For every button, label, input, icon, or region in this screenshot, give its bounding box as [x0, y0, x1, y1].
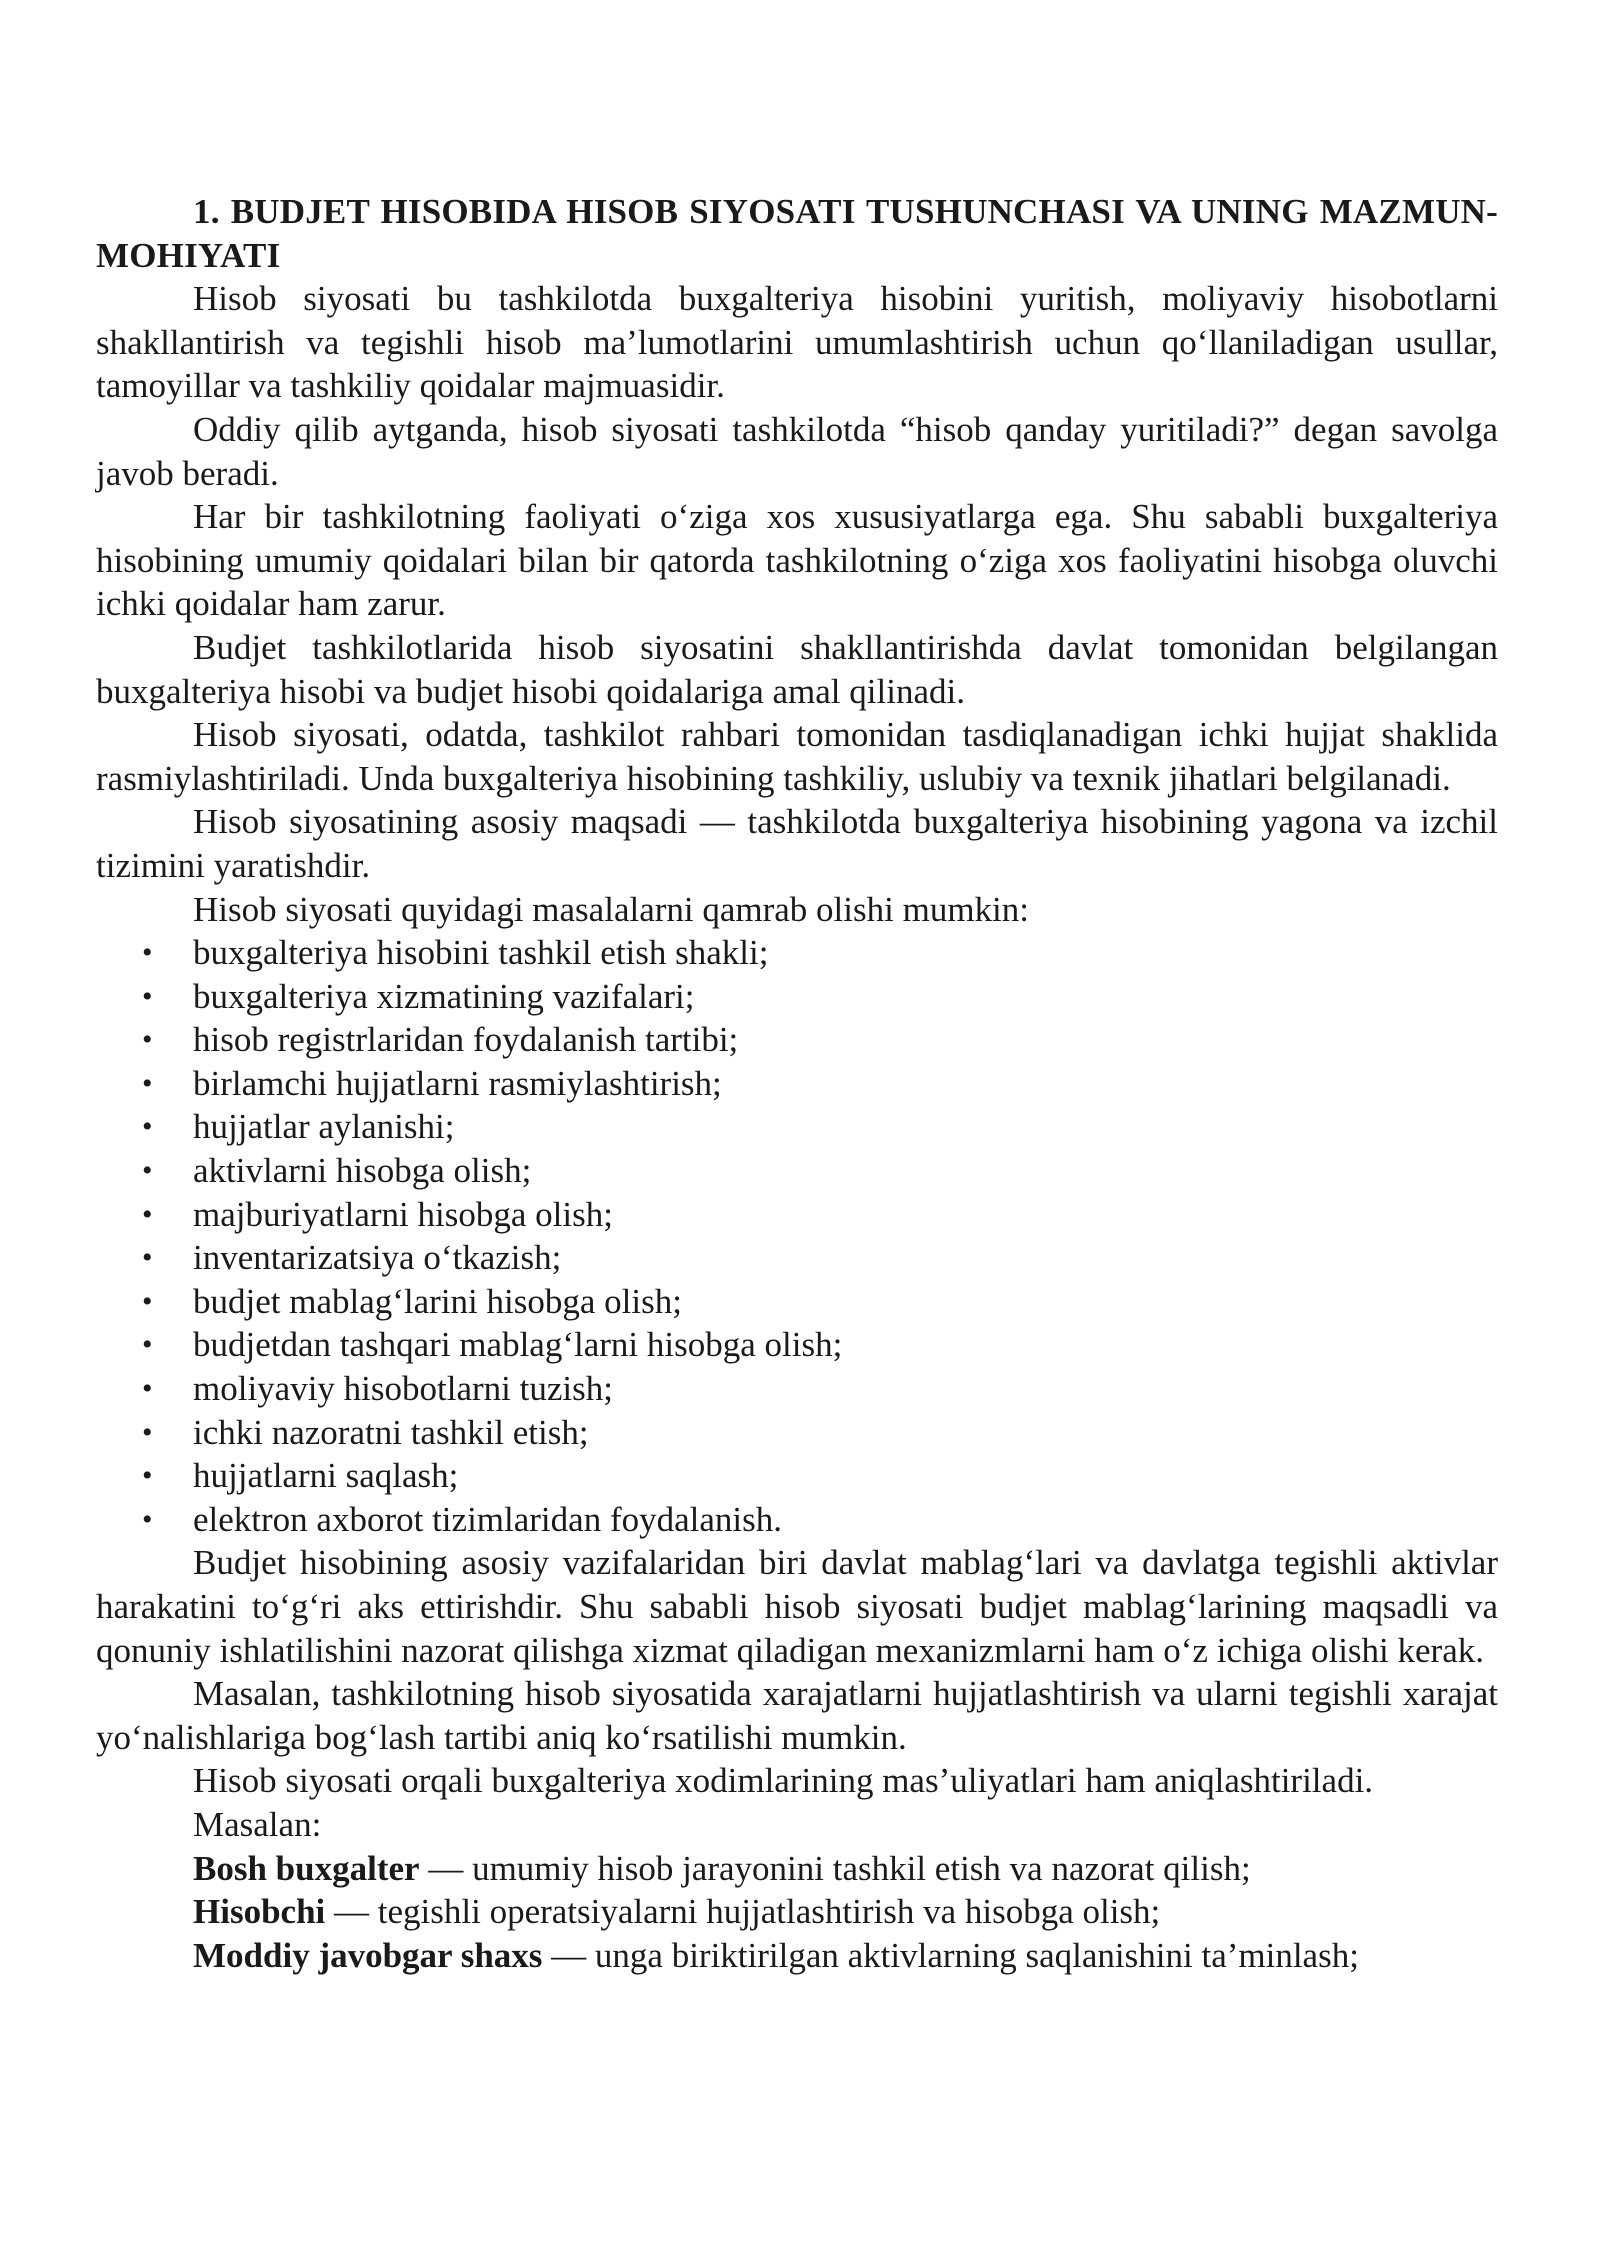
role-title: Hisobchi — [193, 1892, 326, 1932]
list-item — [96, 931, 1498, 975]
list-item-text: elektron axborot tizimlaridan foydalanish. — [193, 1499, 782, 1539]
paragraph: Hisob siyosati orqali buxgalteriya xodimlarining mas’uliyatlari ham aniqlashtiriladi. — [193, 1761, 1374, 1801]
paragraph: Hisob siyosati quyidagi masalalarni qamrab olishi mumkin: — [193, 889, 1030, 929]
list-item-text: hisob registrlaridan foydalanish tartibi; — [193, 1020, 739, 1060]
role-title: Moddiy javobgar shaxs — [193, 1935, 543, 1975]
list-item-text: buxgalteriya xizmatining vazifalari; — [193, 976, 695, 1016]
paragraph: Masalan, tashkilotning hisob siyosatida xarajatlarni hujjatlashtirish va ularni tegishli xarajat yo‘nalishlariga bog‘lash tartibi aniq ko‘rsatilishi mumkin. — [96, 1674, 1498, 1757]
paragraph: Hisob siyosatining asosiy maqsadi — tashkilotda buxgalteriya hisobining yagona va izchil tizimini yaratishdir. — [96, 802, 1498, 885]
role-line — [96, 1890, 1498, 1934]
list-item-text: budjet mablag‘larini hisobga olish; — [193, 1281, 682, 1321]
bullet-icon: • — [142, 1066, 153, 1100]
bullet-icon: • — [142, 1328, 153, 1362]
bullet-icon: • — [142, 1110, 153, 1144]
list-item — [96, 1105, 1498, 1149]
bullet-icon: • — [142, 1459, 153, 1493]
list-item — [96, 1411, 1498, 1455]
list-item — [96, 1193, 1498, 1237]
list-item — [96, 1149, 1498, 1193]
role-title: Bosh buxgalter — [193, 1848, 420, 1888]
role-line — [96, 1847, 1498, 1891]
list-item — [96, 1498, 1498, 1542]
role-description: — umumiy hisob jarayonini tashkil etish va nazorat qilish; — [419, 1848, 1251, 1888]
bullet-icon: • — [142, 936, 153, 970]
paragraph: Masalan: — [193, 1804, 322, 1844]
role-description: — tegishli operatsiyalarni hujjatlashtirish va hisobga olish; — [325, 1892, 1161, 1932]
paragraph: Hisob siyosati bu tashkilotda buxgalteriya hisobini yuritish, moliyaviy hisobotlarni shakllantirish va tegishli hisob ma’lumotlarini umumlashtirish uchun qo‘llaniladigan usullar, tamoyillar va tashkiliy qoidalar majmuasidir. — [96, 279, 1498, 406]
list-item-text: majburiyatlarni hisobga olish; — [193, 1194, 613, 1234]
paragraph: Budjet tashkilotlarida hisob siyosatini shakllantirishda davlat tomonidan belgilangan buxgalteriya hisobi va budjet hisobi qoidalariga amal qilinadi. — [96, 627, 1498, 711]
list-item-text: budjetdan tashqari mablag‘larni hisobga olish; — [193, 1325, 843, 1365]
list-item — [96, 1018, 1498, 1062]
role-line — [96, 1934, 1498, 1978]
bullet-icon: • — [142, 1023, 153, 1057]
bullet-list — [96, 931, 1498, 1541]
document-page — [96, 190, 1498, 1977]
bullet-icon: • — [142, 1284, 153, 1318]
list-item — [96, 1236, 1498, 1280]
list-item-text: hujjatlarni saqlash; — [193, 1456, 459, 1496]
list-item-text: moliyaviy hisobotlarni tuzish; — [193, 1369, 613, 1409]
paragraph: Budjet hisobining asosiy vazifalaridan biri davlat mablag‘lari va davlatga tegishli aktivlar harakatini to‘g‘ri aks ettirishdir. Shu sababli hisob siyosati budjet mablag‘larining maqsadli va qonuniy ishlatilishini nazorat qilishga xizmat qiladigan mexanizmlarni ham o‘z ichiga olishi kerak. — [96, 1543, 1498, 1670]
list-item-text: ichki nazoratni tashkil etish; — [193, 1412, 589, 1452]
paragraph: Har bir tashkilotning faoliyati o‘ziga xos xususiyatlarga ega. Shu sababli buxgalteriya hisobining umumiy qoidalari bilan bir qatorda tashkilotning o‘ziga xos faoliyatini hisobga oluvchi ichki qoidalar ham zarur. — [96, 497, 1498, 624]
role-description: — unga biriktirilgan aktivlarning saqlanishini ta’minlash; — [542, 1935, 1359, 1975]
list-item — [96, 1454, 1498, 1498]
paragraph: Hisob siyosati, odatda, tashkilot rahbari tomonidan tasdiqlanadigan ichki hujjat shaklida rasmiylashtiriladi. Unda buxgalteriya hisobining tashkiliy, uslubiy va texnik jihatlari belgilanadi. — [96, 715, 1498, 798]
list-item — [96, 1323, 1498, 1367]
list-item-text: birlamchi hujjatlarni rasmiylashtirish; — [193, 1063, 722, 1103]
bullet-icon: • — [142, 1372, 153, 1406]
list-item-text: hujjatlar aylanishi; — [193, 1107, 455, 1147]
bullet-icon: • — [142, 979, 153, 1013]
list-item-text: aktivlarni hisobga olish; — [193, 1151, 532, 1191]
bullet-icon: • — [142, 1415, 153, 1449]
list-item — [96, 1280, 1498, 1324]
bullet-icon: • — [142, 1197, 153, 1231]
bullet-icon: • — [142, 1241, 153, 1275]
section-heading: 1. BUDJET HISOBIDA HISOB SIYOSATI TUSHUNCHASI VA UNING MAZMUN-MOHIYATI — [96, 192, 1498, 275]
bullet-icon: • — [142, 1502, 153, 1536]
paragraph: Oddiy qilib aytganda, hisob siyosati tashkilotda “hisob qanday yuritiladi?” degan savolga javob beradi. — [96, 409, 1498, 493]
list-item — [96, 1367, 1498, 1411]
bullet-icon: • — [142, 1154, 153, 1188]
list-item-text: buxgalteriya hisobini tashkil etish shakli; — [193, 933, 769, 973]
list-item — [96, 975, 1498, 1019]
list-item — [96, 1062, 1498, 1106]
list-item-text: inventarizatsiya o‘tkazish; — [193, 1238, 562, 1278]
